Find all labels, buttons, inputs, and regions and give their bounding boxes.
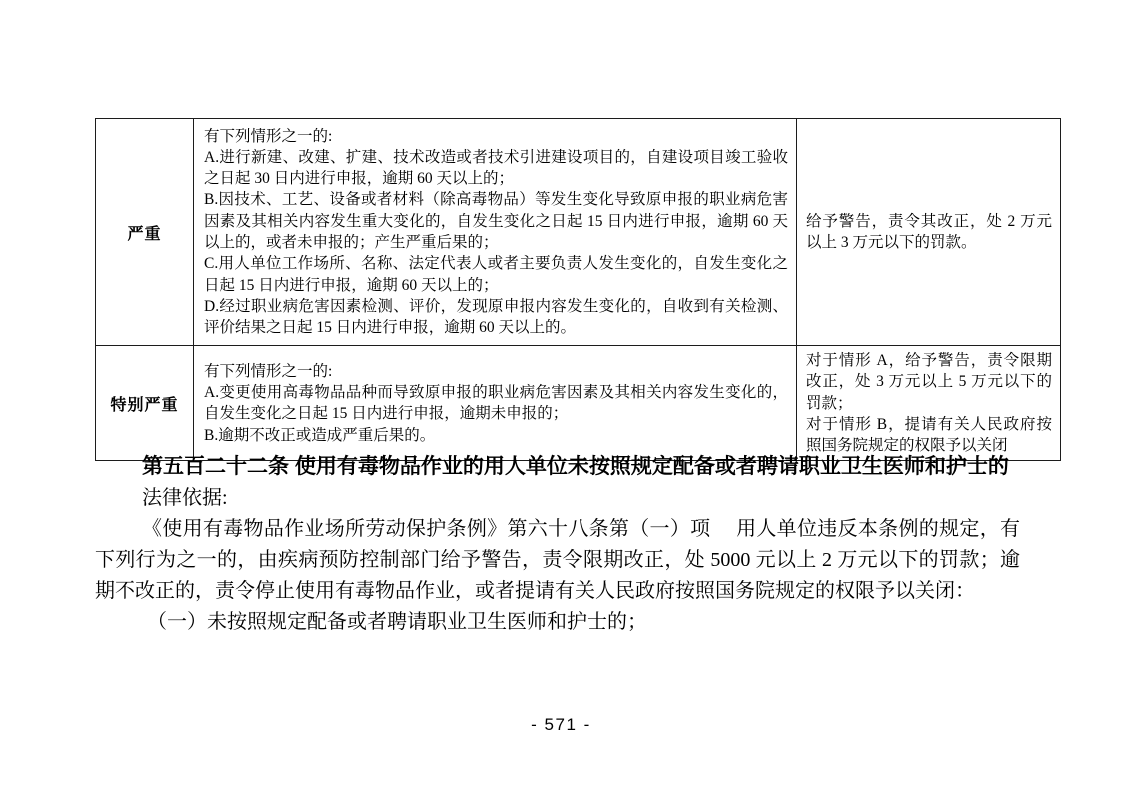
violation-penalty-table [95, 118, 1061, 461]
penalty-text-situation-b: 对于情形 B，提请有关人民政府按照国务院规定的权限予以关闭 [806, 415, 1052, 455]
situation-item-b: B.因技术、工艺、设备或者材料（除高毒物品）等发生变化导致原申报的职业病危害因素及其相关内容发生重大变化的，自发生变化之日起 15 日内进行申报，逾期 60 天以上的，或者未申报的；产生严重后果的； [204, 191, 788, 251]
table-row-severe [96, 119, 1061, 346]
situation-item-d: D.经过职业病危害因素检测、评价，发现原申报内容发生变化的，自收到有关检测、评价结果之日起 15 日内进行申报，逾期 60 天以上的。 [204, 297, 788, 337]
situation-item-a: A.变更使用高毒物品品种而导致原申报的职业病危害因素及其相关内容发生变化的，自发生变化之日起 15 日内进行申报，逾期未申报的； [204, 383, 788, 423]
severity-cell [96, 346, 194, 461]
situations-cell [194, 346, 797, 461]
penalty-cell [797, 346, 1061, 461]
list-item-one: （一）未按照规定配备或者聘请职业卫生医师和护士的； [147, 611, 647, 633]
penalty-text-situation-a: 对于情形 A，给予警告，责令限期改正，处 3 万元以上 5 万元以下的罚款； [806, 352, 1052, 412]
severity-label: 严重 [127, 225, 162, 243]
penalty-cell [797, 119, 1061, 346]
penalty-text: 给予警告，责令其改正，处 2 万元以上 3 万元以下的罚款。 [806, 212, 1052, 251]
legal-basis-paragraph: 《使用有毒物品作业场所劳动保护条例》第六十八条第（一）项 用人单位违反本条例的规定，有下列行为之一的，由疾病预防控制部门给予警告，责令限期改正，处 5000 元以上 2 万元以下的罚款；逾期不改正的，责令停止使用有毒物品作业，或者提请有关人民政府按照国务院规定的权限予以关闭： [95, 518, 1020, 602]
situations-cell [194, 119, 797, 346]
situation-item-a: A.进行新建、改建、扩建、技术改造或者技术引进建设项目的，自建设项目竣工验收之日起 30 日内进行申报，逾期 60 天以上的； [204, 148, 788, 188]
legal-basis-label: 法律依据: [142, 487, 228, 509]
situation-intro: 有下列情形之一的: [204, 127, 333, 145]
table-row-especially-severe [96, 346, 1061, 461]
page-number: - 571 - [531, 715, 591, 734]
severity-cell [96, 119, 194, 346]
article-section [95, 451, 1020, 638]
situation-item-b: B.逾期不改正或造成严重后果的。 [204, 426, 436, 444]
article-heading: 第五百二十二条 使用有毒物品作业的用人单位未按照规定配备或者聘请职业卫生医师和护士的 [142, 455, 1009, 478]
situation-item-c: C.用人单位工作场所、名称、法定代表人或者主要负责人发生变化的，自发生变化之日起 15 日内进行申报，逾期 60 天以上的； [204, 255, 788, 294]
situation-intro: 有下列情形之一的: [204, 362, 333, 380]
severity-label: 特别严重 [110, 396, 179, 414]
